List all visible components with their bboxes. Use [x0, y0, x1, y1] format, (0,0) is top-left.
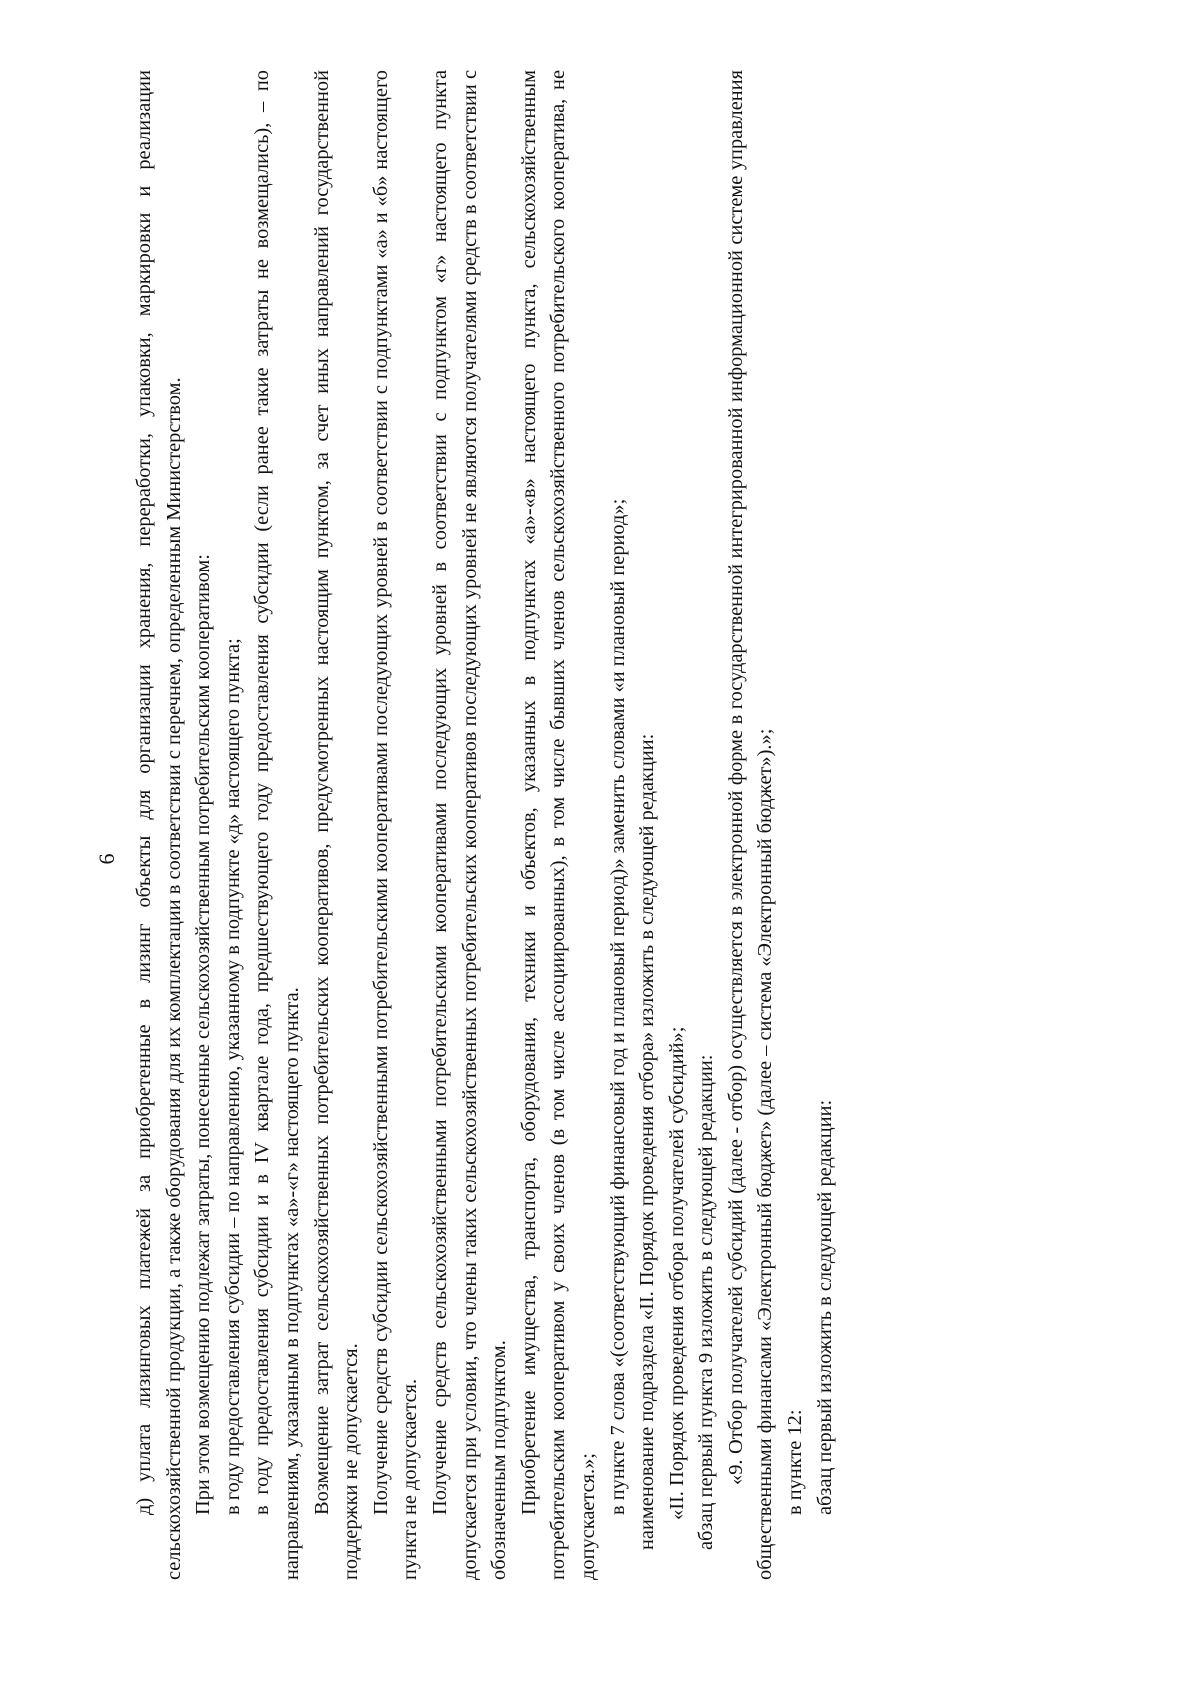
paragraph-g-allowed: Получение средств сельскохозяйственными потребительскими кооперативами последующих уровней в соответствии с подпунктом «г» настоящего пункта допускается при условии, что члены таких сельскохозяйственных потребительских кооперативов последующих уровней не являются получателями средств в соответствии с обозначенным подпунктом. [428, 70, 511, 1580]
paragraph-first-para: абзац первый изложить в следующей редакции: [813, 1099, 836, 1515]
paragraph-ab-not-allowed: Получение средств субсидии сельскохозяйственными потребительскими кооперативами последующих уровней в соответствии с подпунктами «а» и «б» настоящего пункта не допускается. [369, 70, 422, 1580]
paragraph-leasing: д) уплата лизинговых платежей за приобретенные в лизинг объекты для организации хранения, переработки, упаковки, маркировки и реализации сельскохозяйственной продукции, а также оборудования для их комплектации в соответствии с перечнем, определенным Министерством. [133, 70, 185, 1580]
paragraph-acquisition: Приобретение имущества, транспорта, оборудования, техники и объектов, указанных в подпунктах «а»-«в» настоящего пункта, сельскохозяйственным потребительским кооперативом у своих членов (в том числе ассоциированных), в том числе бывших членов сельскохозяйственного потребительского кооператива, не допускается.»; [517, 70, 599, 1580]
paragraph-point-7: в пункте 7 слова «(соответствующий финансовый год и плановый период)» заменить словами «и плановый период»; [606, 498, 629, 1515]
paragraph-quote-title: «II. Порядок проведения отбора получателей субсидий»; [665, 1026, 688, 1520]
paragraph-other-support: Возмещение затрат сельскохозяйственных потребительских кооперативов, предусмотренных настоящим пунктом, за счет иных направлений государственной поддержки не допускается. [310, 70, 363, 1580]
document-body [130, 70, 836, 1580]
paragraph-year-q4: в году предоставления субсидии и в IV квартале года, предшествующего году предоставления субсидии (если ранее такие затраты не возмещались), – по направлениям, указанным в подпунктах «а»-«г» настоящего пункта. [251, 70, 303, 1580]
paragraph-reimbursement: При этом возмещению подлежат затраты, понесенные сельскохозяйственным потребительским кооперативом: [192, 554, 215, 1515]
paragraph-point-9: абзац первый пункта 9 изложить в следующей редакции: [695, 1054, 718, 1550]
paragraph-year-d: в году предоставления субсидии – по направлению, указанному в подпункте «д» настоящего пункта; [221, 638, 244, 1515]
page-number: 6 [94, 853, 119, 865]
paragraph-selection: «9. Отбор получателей субсидий (далее - отбор) осуществляется в электронной форме в государственной интегрированной информационной системе управления общественными финансами «Электронный бюджет» (далее – система «Электронный бюджет»).»; [724, 70, 777, 1580]
paragraph-point-12: в пункте 12: [784, 1409, 807, 1515]
paragraph-subsection-title: наименование подраздела «II. Порядок проведения отбора» изложить в следующей редакции: [636, 733, 659, 1550]
